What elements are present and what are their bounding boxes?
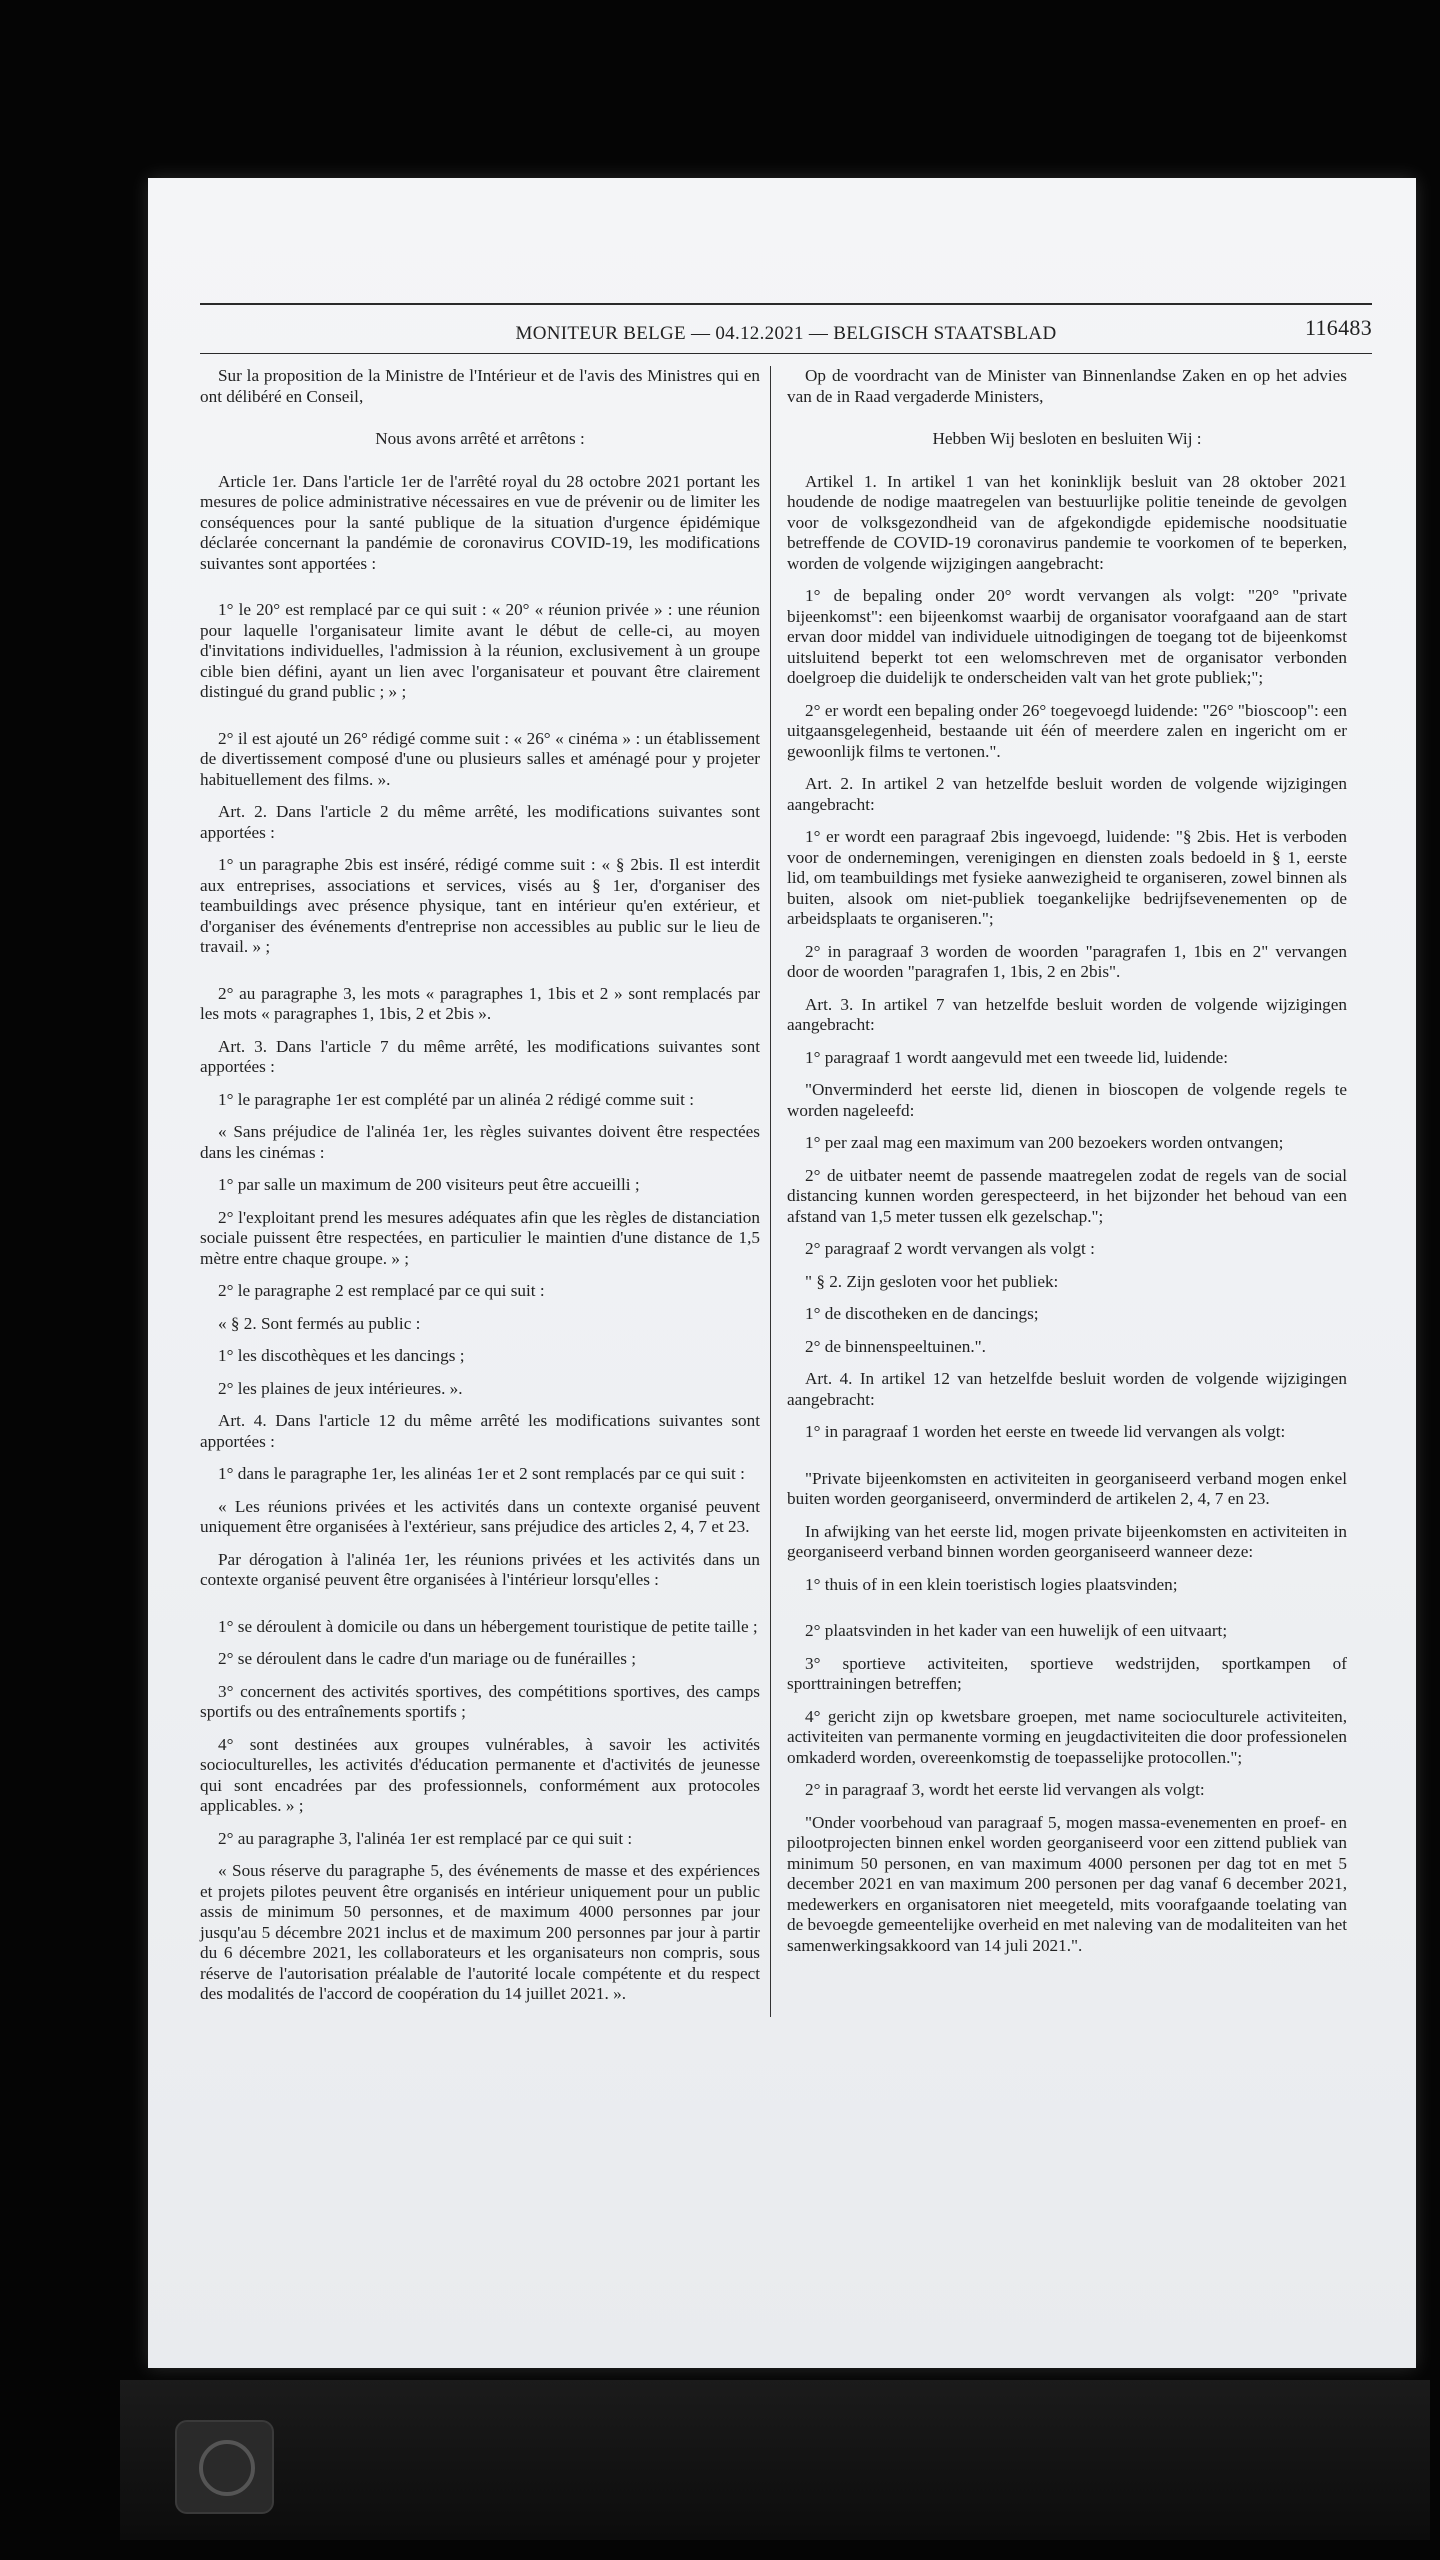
- artikel-2: Art. 2. In artikel 2 van hetzelfde besluit worden de volgende wijzigingen aangebracht:: [787, 774, 1347, 814]
- paragraph: Hebben Wij besloten en besluiten Wij :: [932, 429, 1202, 448]
- dutch-column: [771, 366, 1347, 2017]
- paragraph: 1° thuis of in een klein toeristisch logies plaatsvinden;: [805, 1574, 1178, 1594]
- artikel-4: Art. 4. In artikel 12 van hetzelfde besluit worden de volgende wijzigingen aangebracht:: [787, 1369, 1347, 1409]
- paragraph: « Les réunions privées et les activités dans un contexte organisé peuvent uniquement être organisées à l'extérieur, sans préjudice des articles 2, 4, 7 et 23.: [200, 1496, 760, 1536]
- paragraph: 3° concernent des activités sportives, des compétitions sportives, des camps sportifs ou des entraînements sportifs ;: [200, 1681, 760, 1721]
- paragraph: 1° er wordt een paragraaf 2bis ingevoegd, luidende: "§ 2bis. Het is verboden voor de ondernemingen, verenigingen en diensten zoals bedoeld in § 1, eerste lid, om teambuildings met fysieke aanwezigheid te organiseren, zowel binnen als buiten, alsook om niet-publiek toegankelijke bedrijfsevenementen op de arbeidsplaats te organiseren.";: [787, 827, 1347, 928]
- page-header: [200, 315, 1372, 349]
- paragraph: "Onder voorbehoud van paragraaf 5, mogen massa-evenementen en proef- en pilootprojecten binnen enkel worden georganiseerd voor een zittend publiek van minimum 50 personen, en van maximum 4000 personen per dag tot en met 5 december 2021 en van maximum 200 personen per dag vanaf 6 december 2021, medewerkers en organisatoren niet meegeteld, mits voorafgaande toelating van de bevoegde gemeentelijke overheid en met naleving van de modaliteiten van het samenwerkingsakkoord van 14 juli 2021.".: [787, 1812, 1347, 1955]
- paragraph: 1° de discotheken en de dancings;: [805, 1304, 1039, 1323]
- paragraph: In afwijking van het eerste lid, mogen private bijeenkomsten en activiteiten in georganiseerd verband binnen worden georganiseerd wanneer deze:: [787, 1521, 1347, 1561]
- sticker-icon: [175, 2420, 274, 2514]
- paragraph: 1° dans le paragraphe 1er, les alinéas 1er et 2 sont remplacés par ce qui suit :: [218, 1464, 745, 1483]
- paragraph: 2° in paragraaf 3 worden de woorden "paragrafen 1, 1bis en 2" vervangen door de woorden "paragrafen 1, 1bis, 2 en 2bis".: [787, 941, 1347, 981]
- paragraph: 2° in paragraaf 3, wordt het eerste lid vervangen als volgt:: [805, 1780, 1205, 1799]
- paragraph: 2° de uitbater neemt de passende maatregelen zodat de regels van de social distancing kunnen worden gerespecteerd, in het bijzonder het behoud van een afstand van 1,5 meter tussen elk gezelschap.";: [787, 1165, 1347, 1226]
- article-3: Art. 3. Dans l'article 7 du même arrêté, les modifications suivantes sont apportées :: [200, 1036, 760, 1076]
- paragraph: 4° sont destinées aux groupes vulnérables, à savoir les activités socioculturelles, les activités d'éducation permanente et d'activités de jeunesse qui sont encadrées par des professionnels, conformément aux protocoles applicables. » ;: [200, 1734, 760, 1815]
- paragraph: "Private bijeenkomsten en activiteiten in georganiseerd verband mogen enkel buiten worden georganiseerd, onverminderd de artikelen 2, 4, 7 en 23.: [787, 1468, 1347, 1508]
- header-rule: [200, 303, 1372, 305]
- paragraph: 1° in paragraaf 1 worden het eerste en tweede lid vervangen als volgt:: [805, 1422, 1286, 1441]
- paragraph: 2° le paragraphe 2 est remplacé par ce qui suit :: [218, 1281, 545, 1300]
- artikel-1: Artikel 1. In artikel 1 van het koninklijk besluit van 28 oktober 2021 houdende de nodige maatregelen van bestuurlijke politie teneinde de gevolgen voor de volksgezondheid van de afgekondigde epidemische noodsituatie betreffende de COVID-19 coronavirus pandemie te voorkomen of te beperken, worden de volgende wijzigingen aangebracht:: [787, 471, 1347, 573]
- paragraph: 2° se déroulent dans le cadre d'un mariage ou de funérailles ;: [218, 1649, 637, 1668]
- paragraph: Sur la proposition de la Ministre de l'Intérieur et de l'avis des Ministres qui en ont délibéré en Conseil,: [200, 366, 760, 406]
- paragraph: 2° il est ajouté un 26° rédigé comme suit : « 26° « cinéma » : un établissement de divertissement composé d'une ou plusieurs salles et aménagé pour y projeter habituellement des films. ».: [200, 728, 760, 789]
- paragraph: 2° l'exploitant prend les mesures adéquates afin que les règles de distanciation sociale puissent être respectées, en particulier le maintien d'une distance de 1,5 mètre entre chaque groupe. » ;: [200, 1207, 760, 1268]
- paragraph: 1° par salle un maximum de 200 visiteurs peut être accueilli ;: [218, 1175, 640, 1194]
- paragraph: 1° un paragraphe 2bis est inséré, rédigé comme suit : « § 2bis. Il est interdit aux entreprises, associations et services, visés au § 1er, d'organiser des teambuildings avec présence physique, tant en intérieur qu'en extérieur, et d'organiser des événements d'entreprise non accessibles au public sur le lieu de travail. » ;: [200, 855, 760, 956]
- paragraph: « § 2. Sont fermés au public :: [218, 1313, 421, 1333]
- paragraph: 2° les plaines de jeux intérieures. ».: [218, 1378, 463, 1398]
- monitor-bezel: [120, 2380, 1430, 2540]
- paragraph: 1° se déroulent à domicile ou dans un hébergement touristique de petite taille ;: [218, 1616, 758, 1636]
- paragraph: 2° au paragraphe 3, les mots « paragraphes 1, 1bis et 2 » sont remplacés par les mots « paragraphes 1, 1bis, 2 et 2bis ».: [200, 983, 760, 1023]
- french-column: [200, 366, 771, 2017]
- article-1: Article 1er. Dans l'article 1er de l'arrêté royal du 28 octobre 2021 portant les mesures de police administrative nécessaires en vue de prévenir ou de limiter les conséquences pour la santé publique de la situation d'urgence épidémique déclarée concernant la pandémie de coronavirus COVID-19, les modifications suivantes sont apportées :: [200, 471, 760, 573]
- paragraph: Nous avons arrêté et arrêtons :: [375, 429, 585, 448]
- paragraph: "Onverminderd het eerste lid, dienen in bioscopen de volgende regels te worden nageleefd:: [787, 1080, 1347, 1120]
- paragraph: 3° sportieve activiteiten, sportieve wedstrijden, sportkampen of sporttrainingen betreffen;: [787, 1653, 1347, 1693]
- paragraph: 2° plaatsvinden in het kader van een huwelijk of een uitvaart;: [805, 1621, 1228, 1640]
- paragraph: 1° de bepaling onder 20° wordt vervangen als volgt: "20° "private bijeenkomst": een bijeenkomst waarbij de organisator voorafgaand aan de start ervan door middel van individuele uitnodigingen de toegang tot de bijeenkomst uitsluitend beperkt tot een welomschreven met de organisator verbonden doelgroep die duidelijk te onderscheiden valt van het grote publiek;";: [787, 586, 1347, 687]
- paragraph: 2° au paragraphe 3, l'alinéa 1er est remplacé par ce qui suit :: [218, 1828, 633, 1848]
- document-screen: [148, 178, 1416, 2368]
- paragraph: 4° gericht zijn op kwetsbare groepen, met name socioculturele activiteiten, activiteiten van permanente vorming en jeugdactiviteiten die door professionelen omkaderd worden, overeenkomstig de toepasselijke protocollen.";: [787, 1706, 1347, 1767]
- paragraph: 1° les discothèques et les dancings ;: [218, 1346, 465, 1365]
- page-number: 116483: [1305, 315, 1372, 340]
- paragraph: 1° paragraaf 1 wordt aangevuld met een tweede lid, luidende:: [805, 1047, 1229, 1067]
- paragraph: Op de voordracht van de Minister van Binnenlandse Zaken en op het advies van de in Raad vergaderde Ministers,: [787, 366, 1347, 406]
- paragraph: « Sans préjudice de l'alinéa 1er, les règles suivantes doivent être respectées dans les cinémas :: [200, 1122, 760, 1162]
- paragraph: « Sous réserve du paragraphe 5, des événements de masse et des expériences et projets pilotes peuvent être organisés en intérieur uniquement pour un public assis de minimum 50 personnes, et de maximum 4000 personnes par jour jusqu'au 5 décembre 2021 inclus et de maximum 200 personnes par jour à partir du 6 décembre 2021, les collaborateurs et les organisateurs non compris, sous réserve de l'autorisation préalable de l'autorité locale compétente et du respect des modalités de l'accord de coopération du 14 juillet 2021. ».: [200, 1861, 760, 2003]
- article-4: Art. 4. Dans l'article 12 du même arrêté les modifications suivantes sont apportées :: [200, 1411, 760, 1451]
- gazette-title: MONITEUR BELGE — 04.12.2021 — BELGISCH STAATSBLAD: [515, 323, 1057, 344]
- text-columns: [200, 366, 1372, 2017]
- paragraph: " § 2. Zijn gesloten voor het publiek:: [805, 1271, 1059, 1291]
- paragraph: 1° per zaal mag een maximum van 200 bezoekers worden ontvangen;: [805, 1133, 1284, 1152]
- paragraph: 2° de binnenspeeltuinen.".: [805, 1336, 986, 1356]
- paragraph: 2° er wordt een bepaling onder 26° toegevoegd luidende: "26° "bioscoop": een uitgaansgelegenheid, bestaande uit één of meerdere zalen en ingericht om er gewoonlijk films te vertonen.".: [787, 700, 1347, 761]
- article-2: Art. 2. Dans l'article 2 du même arrêté, les modifications suivantes sont apportées :: [200, 802, 760, 842]
- header-rule: [200, 353, 1372, 354]
- paragraph: 1° le paragraphe 1er est complété par un alinéa 2 rédigé comme suit :: [218, 1089, 694, 1109]
- paragraph: 2° paragraaf 2 wordt vervangen als volgt :: [805, 1239, 1095, 1258]
- gazette-page: [200, 303, 1372, 2017]
- paragraph: Par dérogation à l'alinéa 1er, les réunions privées et les activités dans un contexte organisé peuvent être organisées à l'intérieur lorsqu'elles :: [200, 1549, 760, 1589]
- paragraph: 1° le 20° est remplacé par ce qui suit : « 20° « réunion privée » : une réunion pour laquelle l'organisateur limite avant le début de celle-ci, au moyen d'invitations individuelles, l'admission à la réunion, exclusivement à un groupe cible bien défini, ayant un lien avec l'organisateur et pouvant être clairement distingué du grand public ; » ;: [200, 600, 760, 701]
- artikel-3: Art. 3. In artikel 7 van hetzelfde besluit worden de volgende wijzigingen aangebracht:: [787, 994, 1347, 1034]
